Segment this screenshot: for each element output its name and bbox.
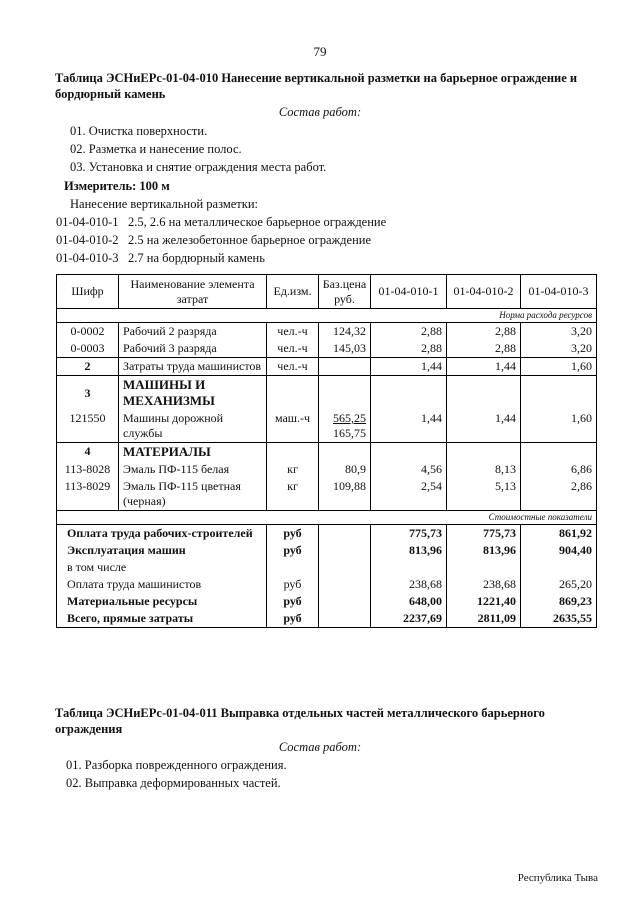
empty-cell [447,443,521,462]
row-value-1: 1,44 [371,410,447,443]
cost-name: Оплата труда машинистов [57,576,267,593]
empty-cell [319,525,371,543]
resource-table [56,274,597,628]
cost-value-1: 2237,69 [371,610,447,628]
empty-cell [319,559,371,576]
cost-value-2: 775,73 [447,525,521,543]
row-name: Эмаль ПФ-115 цветная (черная) [119,478,267,511]
row-unit: кг [267,461,319,478]
empty-cell [371,559,447,576]
empty-cell [319,443,371,462]
row-value-2: 8,13 [447,461,521,478]
row-value-3: 6,86 [521,461,597,478]
section-row [57,376,597,411]
row-code: 0-0003 [57,340,119,358]
cost-unit: руб [267,542,319,559]
cost-value-2: 238,68 [447,576,521,593]
empty-cell [319,376,371,411]
table1-work-2: 02. Разметка и нанесение полос. [70,142,242,156]
section-row [57,443,597,462]
col-header-c1: 01-04-010-1 [371,275,447,309]
cost-value-3: 869,23 [521,593,597,610]
section-name: МАШИНЫ И МЕХАНИЗМЫ [119,376,267,411]
price-line-1: 565,25 [333,411,366,425]
row-value-3: 1,60 [521,410,597,443]
table1-sostav-heading: Состав работ: [278,105,362,119]
cost-value-2: 1221,40 [447,593,521,610]
cost-name: Оплата труда рабочих-строителей [57,525,267,543]
empty-cell [371,376,447,411]
empty-cell [267,376,319,411]
table2-work-1: 01. Разборка поврежденного ограждения. [66,758,287,772]
empty-cell [371,443,447,462]
variant-line-1 [56,215,386,230]
table-row [57,410,597,443]
table1-work-3: 03. Установка и снятие ограждения места работ. [70,160,327,174]
table1-work-1: 01. Очистка поверхности. [70,124,208,138]
cost-row [57,542,597,559]
row-value-1: 2,88 [371,340,447,358]
row-code: 121550 [57,410,119,443]
cost-value-1: 238,68 [371,576,447,593]
row-code: 0-0002 [57,323,119,341]
row-unit: кг [267,478,319,511]
row-unit: чел.-ч [267,323,319,341]
row-code: 113-8029 [57,478,119,511]
cost-unit: руб [267,593,319,610]
table-row [57,461,597,478]
variant-line-2 [56,233,371,248]
variant-text: 2.5 на железобетонное барьерное ограждение [128,233,371,247]
row-code: 3 [57,376,119,411]
price-line-2: 165,75 [333,426,366,440]
empty-cell [447,376,521,411]
row-value-2: 1,44 [447,358,521,376]
table2-title: Таблица ЭСНиЕРс-01-04-011 Выправка отдельных частей металлического барьерного ограждения [55,706,545,736]
cost-value-3: 861,92 [521,525,597,543]
row-value-1: 2,54 [371,478,447,511]
cost-value-1: 813,96 [371,542,447,559]
row-value-3: 1,60 [521,358,597,376]
col-header-price: Баз.цена руб. [319,275,371,309]
row-value-3: 3,20 [521,340,597,358]
row-name: Машины дорожной службы [119,410,267,443]
page-number: 79 [313,44,327,59]
table-row [57,340,597,358]
col-header-unit: Ед.изм. [267,275,319,309]
row-value-3: 3,20 [521,323,597,341]
cost-label-row [57,511,597,525]
empty-cell [319,542,371,559]
cost-row [57,610,597,628]
table1-title: Таблица ЭСНиЕРс-01-04-010 Нанесение вертикальной разметки на барьерное ограждение и бордюрный камень [55,71,578,101]
cost-unit: руб [267,525,319,543]
table-row [57,478,597,511]
empty-cell [319,610,371,628]
cost-name: Материальные ресурсы [57,593,267,610]
cost-value-3: 2635,55 [521,610,597,628]
row-price [319,410,371,443]
cost-value-2: 813,96 [447,542,521,559]
cost-value-3: 904,40 [521,542,597,559]
cost-value-2: 2811,09 [447,610,521,628]
table1-variants-heading: Нанесение вертикальной разметки: [70,197,258,211]
col-header-code: Шифр [57,275,119,309]
row-value-2: 2,88 [447,323,521,341]
table2-sostav-heading: Состав работ: [278,740,362,754]
cost-label: Стоимостные показатели [57,511,597,525]
cost-value-1: 775,73 [371,525,447,543]
cost-name: Эксплуатация машин [57,542,267,559]
table-row [57,358,597,376]
variant-text: 2.5, 2.6 на металлическое барьерное ограждение [128,215,387,229]
row-value-2: 1,44 [447,410,521,443]
variant-code: 01-04-010-3 [56,251,119,265]
empty-cell [267,559,319,576]
row-code: 113-8028 [57,461,119,478]
empty-cell [319,576,371,593]
empty-cell [521,559,597,576]
row-name: Эмаль ПФ-115 белая [119,461,267,478]
variant-line-3 [56,251,265,266]
row-unit: чел.-ч [267,358,319,376]
row-value-3: 2,86 [521,478,597,511]
variant-code: 01-04-010-2 [56,233,119,247]
row-price [319,358,371,376]
cost-row [57,576,597,593]
variant-text: 2.7 на бордюрный камень [128,251,265,265]
row-unit: чел.-ч [267,340,319,358]
cost-unit: руб [267,576,319,593]
row-name: Рабочий 2 разряда [119,323,267,341]
row-price: 145,03 [319,340,371,358]
row-code: 2 [57,358,119,376]
cost-unit: руб [267,610,319,628]
table2-work-2: 02. Выправка деформированных частей. [66,776,281,790]
cost-value-3: 265,20 [521,576,597,593]
cost-name: в том числе [57,559,267,576]
row-unit: маш.-ч [267,410,319,443]
col-header-name: Наименование элемента затрат [119,275,267,309]
row-value-2: 5,13 [447,478,521,511]
cost-value-1: 648,00 [371,593,447,610]
norm-label: Норма расхода ресурсов [57,309,597,323]
row-value-1: 2,88 [371,323,447,341]
cost-row [57,559,597,576]
row-code: 4 [57,443,119,462]
row-price: 80,9 [319,461,371,478]
table-row [57,323,597,341]
row-price: 124,32 [319,323,371,341]
norm-label-row [57,309,597,323]
row-value-2: 2,88 [447,340,521,358]
col-header-c2: 01-04-010-2 [447,275,521,309]
empty-cell [267,443,319,462]
footer-region: Республика Тыва [517,872,598,884]
row-name: Затраты труда машинистов [119,358,267,376]
row-value-1: 1,44 [371,358,447,376]
col-header-c3: 01-04-010-3 [521,275,597,309]
cost-name: Всего, прямые затраты [57,610,267,628]
row-value-1: 4,56 [371,461,447,478]
section-name: МАТЕРИАЛЫ [119,443,267,462]
cost-row [57,593,597,610]
row-name: Рабочий 3 разряда [119,340,267,358]
cost-row [57,525,597,543]
table1-measure: Измеритель: 100 м [64,179,170,193]
table-header-row [57,275,597,309]
empty-cell [521,443,597,462]
empty-cell [447,559,521,576]
variant-code: 01-04-010-1 [56,215,119,229]
empty-cell [521,376,597,411]
empty-cell [319,593,371,610]
row-price: 109,88 [319,478,371,511]
